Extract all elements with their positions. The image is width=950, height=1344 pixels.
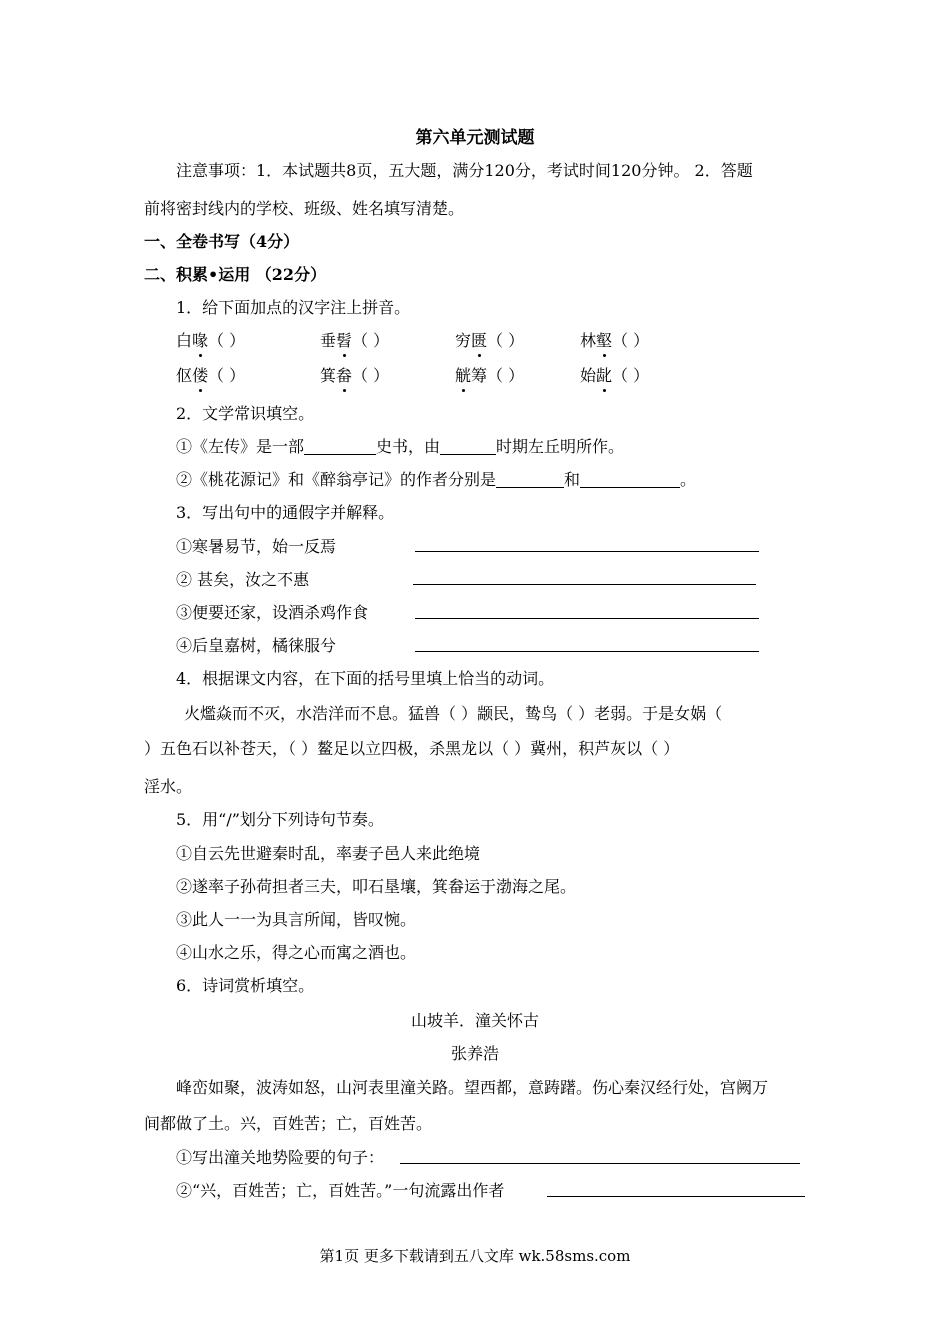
page-footer: 第1页 更多下载请到五八文库 wk.58sms.com xyxy=(319,1247,631,1265)
q1-item: 觥筹（ ） xyxy=(455,366,525,385)
q3-item: ④后皇嘉树，橘徕服兮 xyxy=(176,636,337,655)
answer-blank[interactable] xyxy=(496,471,564,488)
q5-item: ④山水之乐，得之心而寓之酒也。 xyxy=(176,943,417,962)
q3-item: ② 甚矣，汝之不惠 xyxy=(176,570,310,589)
answer-line[interactable] xyxy=(415,551,759,552)
q5-item: ③此人一一为具言所闻，皆叹惋。 xyxy=(176,910,417,929)
answer-blank[interactable] xyxy=(304,438,376,455)
q1-item: 箕畚（ ） xyxy=(320,366,390,385)
q1-item: 始龀（ ） xyxy=(580,366,650,385)
q5-prompt: 5．用“/”划分下列诗句节奏。 xyxy=(176,810,384,829)
q1-item: 垂髫（ ） xyxy=(320,331,390,350)
answer-blank[interactable] xyxy=(580,471,680,488)
emphasis-dot-char: 偻 xyxy=(192,366,209,385)
notice-line-1: 注意事项：1．本试题共8页，五大题，满分120分，考试时间120分钟。 2．答题 xyxy=(176,161,753,180)
q1-prompt: 1．给下面加点的汉字注上拼音。 xyxy=(176,298,411,317)
emphasis-dot-char: 匮 xyxy=(471,331,488,350)
poem-title: 山坡羊．潼关怀古 xyxy=(410,1011,539,1030)
q1-item: 穷匮（ ） xyxy=(455,331,525,350)
emphasis-dot-char: 喙 xyxy=(192,331,209,350)
q4-text-line-1: 火爁焱而不灭，水浩洋而不息。猛兽（ ）颛民，鸷鸟（ ）老弱。于是女娲（ xyxy=(184,704,723,723)
q3-prompt: 3．写出句中的通假字并解释。 xyxy=(176,503,395,522)
q5-item: ②遂率子孙荷担者三夫，叩石垦壤，箕畚运于渤海之尾。 xyxy=(176,877,577,896)
answer-line[interactable] xyxy=(413,584,756,585)
q6-sub-2: ②“兴，百姓苦；亡，百姓苦。”一句流露出作者 xyxy=(176,1181,505,1200)
q6-prompt: 6．诗词赏析填空。 xyxy=(176,976,315,995)
answer-line[interactable] xyxy=(415,618,759,619)
answer-line[interactable] xyxy=(547,1196,805,1197)
emphasis-dot-char: 龀 xyxy=(596,366,613,385)
q4-prompt: 4．根据课文内容，在下面的括号里填上恰当的动词。 xyxy=(176,669,555,688)
answer-line[interactable] xyxy=(415,651,759,652)
q1-item: 伛偻（ ） xyxy=(176,366,246,385)
emphasis-dot-char: 畚 xyxy=(336,366,353,385)
emphasis-dot-char: 髫 xyxy=(336,331,353,350)
page-title: 第六单元测试题 xyxy=(415,128,535,148)
q1-item: 林壑（ ） xyxy=(580,331,650,350)
answer-line[interactable] xyxy=(400,1163,800,1164)
section-heading-1: 一、全卷书写（4分） xyxy=(144,232,300,251)
poem-line-2: 间都做了土。兴，百姓苦；亡，百姓苦。 xyxy=(144,1114,433,1133)
emphasis-dot-char: 壑 xyxy=(596,331,613,350)
q2-prompt: 2．文学常识填空。 xyxy=(176,404,315,423)
poem-author: 张养浩 xyxy=(450,1044,499,1063)
q4-text-line-3: 淫水。 xyxy=(144,777,193,796)
q2-line-2: ②《桃花源记》和《醉翁亭记》的作者分别是 和 。 xyxy=(176,470,697,489)
q6-sub-1: ①写出潼关地势险要的句子： xyxy=(176,1148,385,1167)
section-heading-2: 二、积累•运用 （22分） xyxy=(144,265,327,284)
q4-text-line-2: ）五色石以补苍天，（ ）鳌足以立四极，杀黑龙以（ ）冀州，积芦灰以（ ） xyxy=(144,739,680,758)
notice-line-2: 前将密封线内的学校、班级、姓名填写清楚。 xyxy=(144,199,465,218)
q1-item: 白喙（ ） xyxy=(176,331,246,350)
q5-item: ①自云先世避秦时乱，率妻子邑人来此绝境 xyxy=(176,844,481,863)
q3-item: ③便要还家，设酒杀鸡作食 xyxy=(176,603,369,622)
q2-line-1: ①《左传》是一部 史书，由 时期左丘明所作。 xyxy=(176,437,625,456)
poem-line-1: 峰峦如聚，波涛如怒，山河表里潼关路。望西都，意踌躇。伤心秦汉经行处，宫阙万 xyxy=(176,1078,769,1097)
answer-blank[interactable] xyxy=(440,438,496,455)
q3-item: ①寒暑易节，始一反焉 xyxy=(176,537,337,556)
emphasis-dot-char: 觥 xyxy=(455,366,472,385)
